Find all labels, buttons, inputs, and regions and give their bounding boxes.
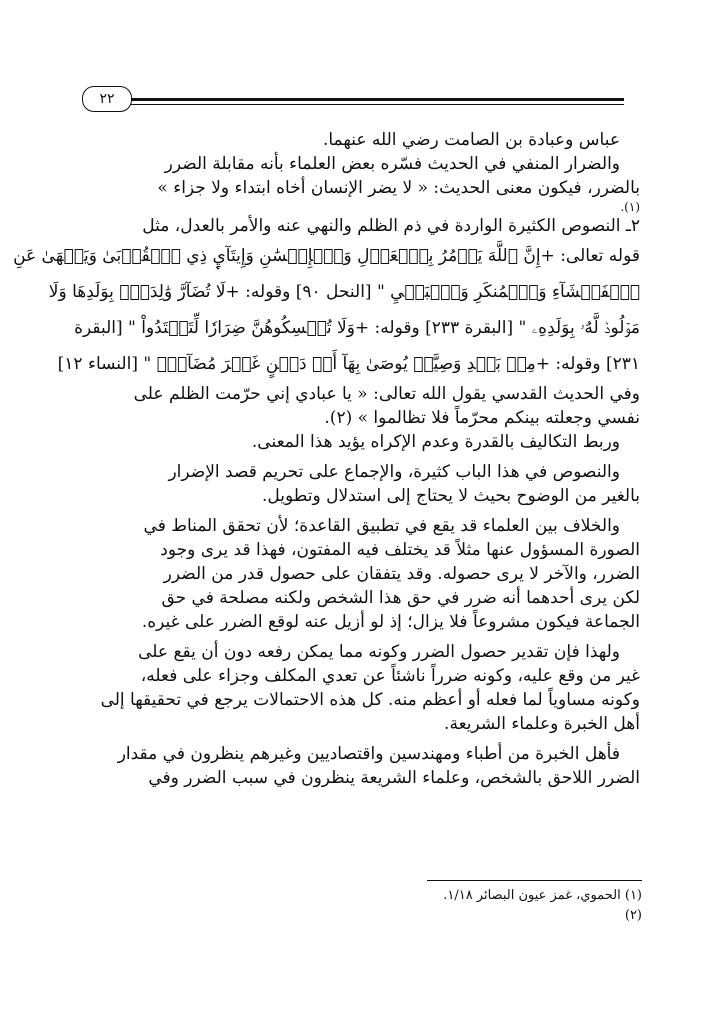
text-line: وفي الحديث القدسي يقول الله تعالى: « يا عبادي إني حرّمت الظلم على [133, 384, 640, 404]
text-line: فأهل الخبرة من أطباء ومهندسين واقتصاديين وغيرهم ينظرون في مقدار [117, 744, 620, 764]
text-line: لكن يرى أحدهما أنه ضرر في حق هذا الشخص ولكنه مصلحة في حق [161, 588, 640, 608]
quran-verse-line: قوله تعالى: +إِنَّ ٱللَّهَ يَأۡمُرُ بِٱلۡعَدۡلِ وَٱلۡإِحۡسَٰنِ وَإِيتَآيِٕ ذِي ٱلۡقُرۡبَىٰ وَيَنۡهَىٰ عَنِ [13, 246, 640, 266]
footnote: (١) الحموي، غمز عيون البصائر ١/١٨. [443, 888, 642, 903]
text-line: ولهذا فإن تقدير حصول الضرر وكونه مما يمكن رفعه دون أن يقع على [138, 642, 620, 662]
text-line: عباس وعبادة بن الصامت رضي الله عنهما. [322, 130, 620, 150]
quran-verse-line: ٱلۡفَحۡشَآءِ وَٱلۡمُنكَرِ وَٱلۡبَغۡيِ " [النحل ٩٠] وقوله: +لَا تُضَآرَّ وَٰلِدَةُۢ بِوَلَدِهَا وَلَا [48, 282, 640, 302]
page-header [82, 86, 624, 112]
footnote: (٢) [624, 908, 642, 923]
body-text [13, 128, 640, 790]
text-line: والضرار المنفي في الحديث فسّره بعض العلماء بأنه مقابلة الضرر [164, 154, 620, 174]
text-line: ٢ـ النصوص الكثيرة الواردة في ذم الظلم والنهي عنه والأمر بالعدل، مثل [142, 216, 640, 236]
header-rule-thick [118, 98, 624, 101]
text-line: والنصوص في هذا الباب كثيرة، والإجماع على تحريم قصد الإضرار [168, 462, 620, 482]
text-line: غير من وقع عليه، وكونه ضرراً ناشئاً عن تعدي المكلف وجزاء على فعله، [140, 666, 640, 686]
text-line: أهل الخبرة وعلماء الشريعة. [444, 714, 640, 734]
text-line: وكونه مساوياً لما فعله أو أعظم منه. كل هذه الاحتمالات يرجع في تحقيقها إلى [100, 690, 640, 710]
header-rule-thin [118, 104, 624, 105]
text-line: نفسي وجعلته بينكم محرّماً فلا تظالموا » (٢). [324, 408, 640, 428]
text-line: بالغير من الوضوح بحيث لا يحتاج إلى استدلال وتطويل. [262, 486, 640, 506]
text-line: الصورة المسؤول عنها مثلاً قد يختلف فيه المفتون، فهذا قد يرى وجود [160, 540, 640, 560]
quran-verse-line: مَوۡلُودٞ لَّهُۥ بِوَلَدِهِۦ " [البقرة ٢٣٣] وقوله: +وَلَا تُمۡسِكُوهُنَّ ضِرَارٗا لِّتَعۡتَدُواْ " [البقرة [74, 318, 640, 338]
footnote-separator [427, 880, 642, 881]
page-number: ٢٢ [82, 86, 132, 112]
footnote-ref: (١). [620, 200, 640, 214]
text-line: وربط التكاليف بالقدرة وعدم الإكراه يؤيد هذا المعنى. [251, 432, 620, 452]
text-line: والخلاف بين العلماء قد يقع في تطبيق القاعدة؛ لأن تحقق المناط في [143, 516, 620, 536]
text-line: الضرر، والآخر لا يرى حصوله. وقد يتفقان على حصول قدر من الضرر [163, 564, 640, 584]
quran-verse-line: ٢٣١] وقوله: +مِنۢ بَعۡدِ وَصِيَّةٖ يُوصَىٰ بِهَآ أَوۡ دَيۡنٍ غَيۡرَ مُضَآرّٖ " [النساء ١٢] [57, 354, 640, 374]
text-line: الجماعة فيكون مشروعاً فلا يزال؛ إذ لو أزيل عنه لوقع الضرر على غيره. [141, 612, 640, 632]
text-line: بالضرر، فيكون معنى الحديث: « لا يضر الإنسان أخاه ابتداء ولا جزاء » [157, 178, 640, 198]
text-line: الضرر اللاحق بالشخص، وعلماء الشريعة ينظرون في سبب الضرر وفي [148, 768, 640, 788]
footnotes [282, 886, 642, 926]
